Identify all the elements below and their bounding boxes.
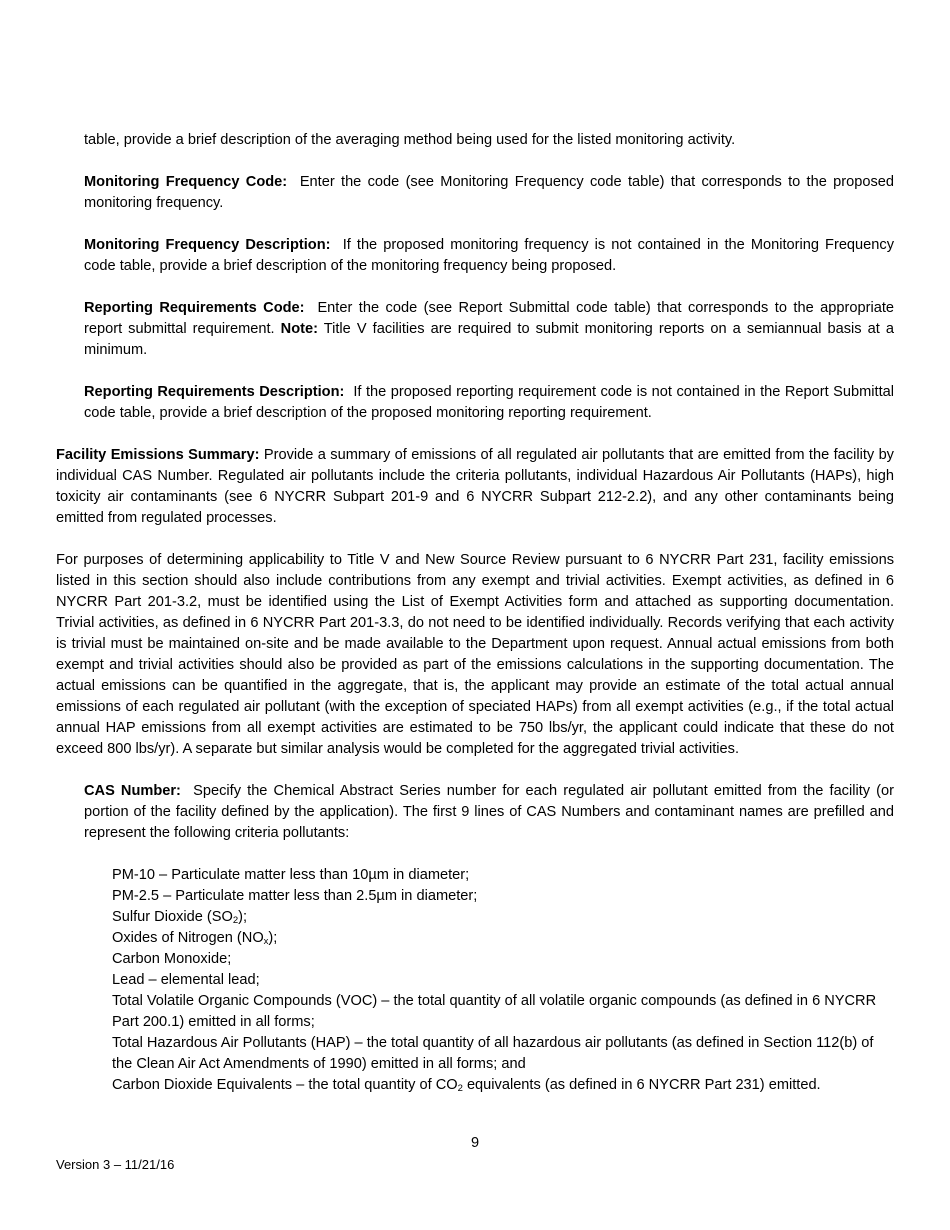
facility-emissions-summary-text: Provide a summary of emissions of all regulated air pollutants that are emitted from the facility by individual CAS Number. Regulated air pollutants include the criteria pollutants, individual Hazardous Air Pollutants (HAPs), high toxicity air contaminants (see 6 NYCRR Subpart 201-9 and 6 NYCRR Subpart 212-2.2), and any other contaminants being emitted from regulated processes.	[56, 447, 894, 526]
list-item-hap: Total Hazardous Air Pollutants (HAP) – the total quantity of all hazardous air pollutants (as defined in Section 112(b) of the Clean Air Act Amendments of 1990) emitted in all forms; and	[112, 1035, 874, 1072]
monitoring-frequency-code-paragraph	[84, 172, 894, 214]
list-item-pm10: PM-10 – Particulate matter less than 10µm in diameter;	[112, 867, 470, 883]
cas-number-text: Specify the Chemical Abstract Series number for each regulated air pollutant emitted from the facility (or portion of the facility defined by the application). The first 9 lines of CAS Numbers and contaminant names are prefilled and represent the following criteria pollutants:	[84, 783, 895, 841]
cas-number-paragraph	[84, 781, 894, 844]
reporting-requirements-code-label: Reporting Requirements Code:	[84, 300, 305, 316]
monitoring-frequency-description-text: If the proposed monitoring frequency is not contained in the Monitoring Frequency code table, provide a brief description of the monitoring frequency being proposed.	[84, 237, 894, 274]
list-item-pm25: PM-2.5 – Particulate matter less than 2.5µm in diameter;	[112, 888, 478, 904]
reporting-requirements-description-text: If the proposed reporting requirement code is not contained in the Report Submittal code table, provide a brief description of the proposed monitoring reporting requirement.	[84, 384, 894, 421]
monitoring-frequency-description-paragraph	[84, 235, 894, 277]
reporting-requirements-description-label: Reporting Requirements Description:	[84, 384, 345, 400]
list-item-lead: Lead – elemental lead;	[112, 972, 260, 988]
cas-number-label: CAS Number:	[84, 783, 181, 799]
version-footer: Version 3 – 11/21/16	[56, 1157, 175, 1172]
monitoring-frequency-description-label: Monitoring Frequency Description:	[84, 237, 331, 253]
page-number: 9	[470, 1135, 480, 1151]
reporting-requirements-description-paragraph	[84, 382, 894, 424]
list-item-co2e: Carbon Dioxide Equivalents – the total quantity of $CO_2$ equivalents (as defined in 6 NYCRR Part 231) emitted.	[112, 1077, 821, 1094]
purposes-paragraph: For purposes of determining applicability to Title V and New Source Review pursuant to 6 NYCRR Part 231, facility emissions listed in this section should also include contributions from any exempt and trivial activities. Exempt activities, as defined in 6 NYCRR Part 201-3.2, must be identified using the List of Exempt Activities form and attached as supporting documentation. Trivial activities, as defined in 6 NYCRR Part 201-3.3, do not need to be identified individually. Records verifying that each activity is trivial must be maintained on-site and be made available to the Department upon request. Annual actual emissions from both exempt and trivial activities should also be provided as part of the emissions calculations in the supporting documentation. The actual emissions can be quantified in the aggregate, that is, the applicant may provide an estimate of the total actual annual emissions of each regulated air pollutant (with the exception of speciated HAPs) from all exempt activities (e.g., if the total actual annual HAP emissions from all exempt activities are estimated to be 750 lbs/yr, the applicant could indicate that these do not exceed 800 lbs/yr). A separate but similar analysis would be completed for the aggregated trivial activities.	[56, 552, 894, 757]
reporting-requirements-code-text: Enter the code (see Report Submittal code table) that corresponds to the appropriate report submittal requirement.	[84, 300, 894, 337]
list-item-so2: Sulfur Dioxide $(SO_2)$;	[112, 909, 248, 926]
criteria-pollutants-list	[112, 865, 894, 1096]
reporting-requirements-code-paragraph	[84, 298, 894, 361]
facility-emissions-summary-label: Facility Emissions Summary:	[56, 447, 260, 463]
list-item-co: Carbon Monoxide;	[112, 951, 232, 967]
document-page	[56, 130, 894, 1096]
facility-emissions-summary-paragraph	[56, 445, 894, 529]
list-item-nox: Oxides of Nitrogen $(NO_x)$;	[112, 930, 278, 947]
note-label: Note:	[280, 321, 318, 337]
monitoring-frequency-code-text: Enter the code (see Monitoring Frequency code table) that corresponds to the proposed monitoring frequency.	[84, 174, 895, 211]
monitoring-frequency-code-label: Monitoring Frequency Code:	[84, 174, 288, 190]
list-item-voc: Total Volatile Organic Compounds (VOC) – the total quantity of all volatile organic compounds (as defined in 6 NYCRR Part 200.1) emitted in all forms;	[112, 993, 877, 1030]
intro-fragment: table, provide a brief description of the averaging method being used for the listed monitoring activity.	[84, 132, 736, 148]
note-text: Title V facilities are required to submit monitoring reports on a semiannual basis at a minimum.	[84, 321, 895, 358]
